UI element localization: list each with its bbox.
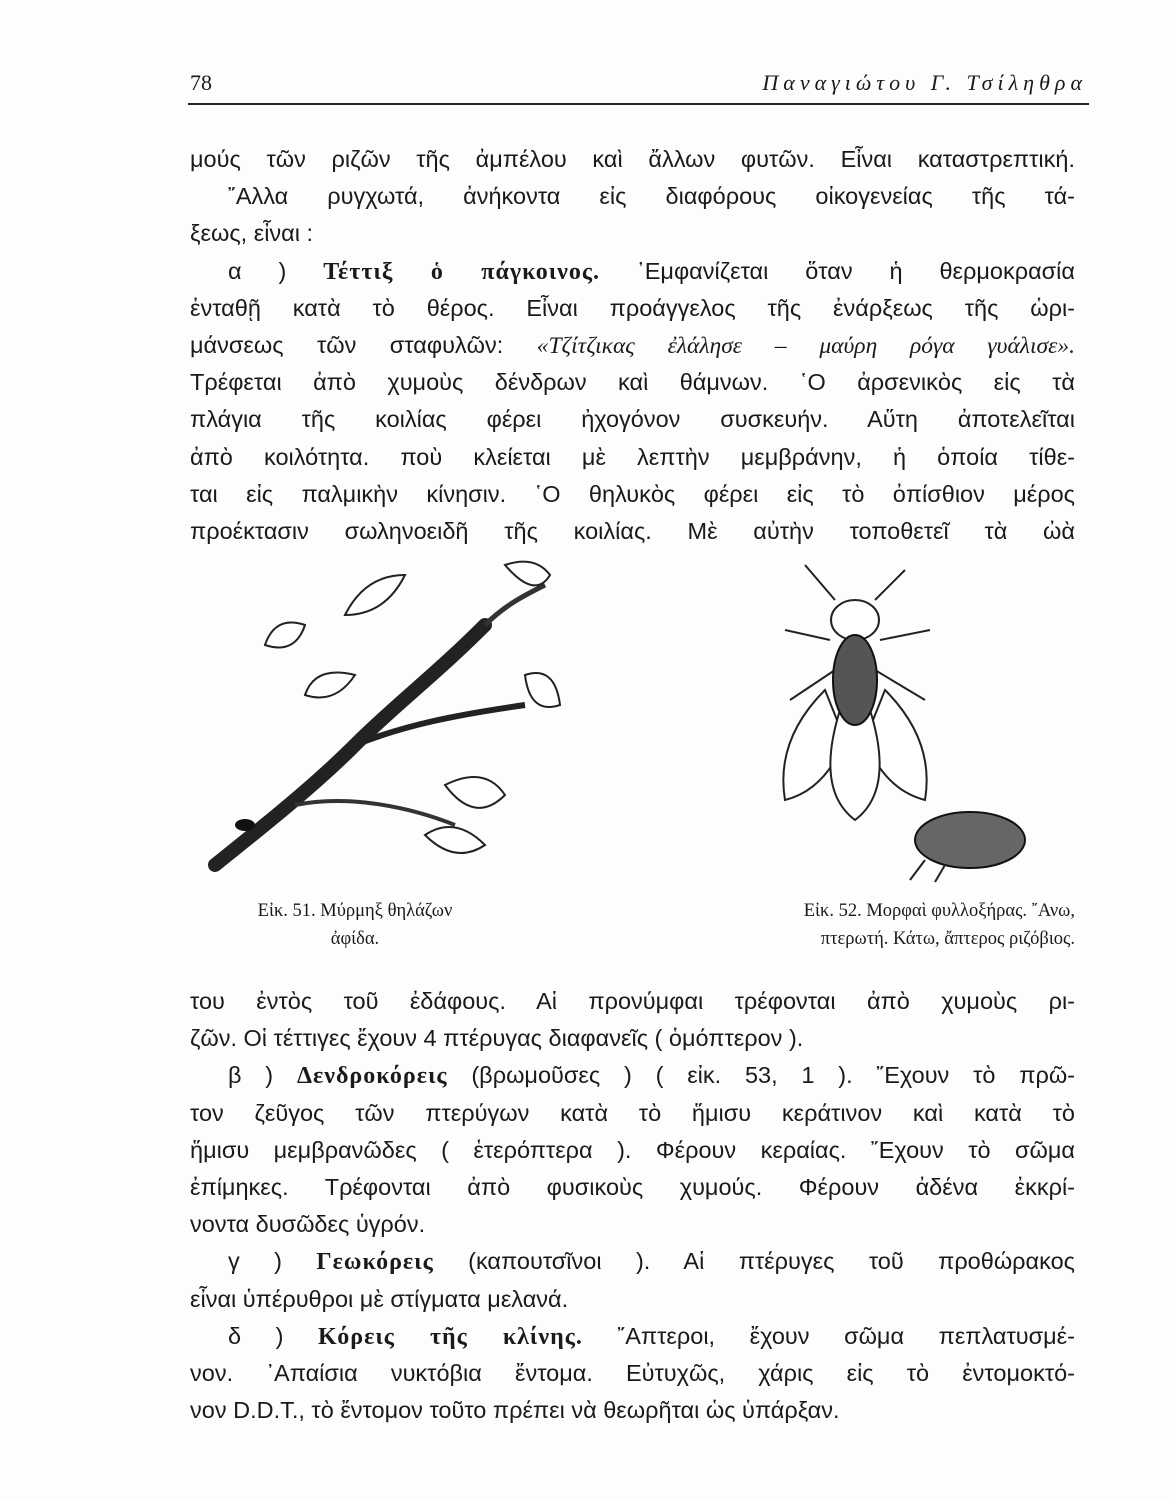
text-segment: (βρωμοῦσες ) ( εἰκ. 53, 1 ). ῎Εχουν τὸ πρῶ- [447, 1062, 1075, 1089]
running-title: Παναγιώτου Γ. Τσίληθρα [762, 70, 1087, 95]
text-segment: γ ) [228, 1248, 317, 1275]
text-segment: (καπουτσῖνοι ). Αἱ πτέρυγες τοῦ προθώρακος [433, 1248, 1075, 1275]
text-segment: ῎Αλλα ρυγχωτά, ἀνήκοντα εἰς διαφόρους οἰκογενείας τῆς τά- [228, 183, 1075, 210]
text-segment: ξεως, εἶναι : [190, 220, 314, 247]
text-line [190, 1243, 1075, 1280]
text-segment: ἥμισυ μεμβρανῶδες ( ἑτερόπτερα ). Φέρουν κεραίας. ῎Εχουν τὸ σῶμα [190, 1136, 1075, 1163]
text-line [190, 364, 1075, 401]
text-segment: ζῶν. Οἱ τέττιγες ἔχουν 4 πτέρυγας διαφανεῖς ( ὁμόπτερον ). [190, 1025, 804, 1052]
text-segment: ἀπὸ κοιλότητα. ποὺ κλείεται μὲ λεπτὴν μεμβράνην, ἡ ὁποία τίθε- [190, 443, 1075, 470]
text-segment: ἐνταθῇ κατὰ τὸ θέρος. Εἶναι προάγγελος τῆς ἐνάρξεως τῆς ὡρι- [190, 294, 1075, 321]
text-line [190, 1169, 1075, 1206]
caption-line: ἀφίδα. [330, 929, 380, 949]
text-segment: τον ζεῦγος τῶν πτερύγων κατὰ τὸ ἥμισυ κεράτινον καὶ κατὰ τὸ [190, 1099, 1075, 1126]
text-line [190, 327, 1075, 364]
figure-52-caption [655, 897, 1075, 953]
text-line [190, 401, 1075, 438]
text-line [190, 1095, 1075, 1132]
text-line [190, 141, 1075, 178]
text-line [190, 1057, 1075, 1094]
text-segment: ἐπίμηκες. Τρέφονται ἀπὸ φυσικοὺς χυμούς. Φέρουν ἀδένα ἐκκρί- [190, 1173, 1075, 1200]
text-block-bottom [190, 983, 1075, 1429]
text-segment: Τρέφεται ἀπὸ χυμοὺς δένδρων καὶ θάμνων. ῾Ο ἀρσενικὸς εἰς τὰ [190, 369, 1075, 396]
bold-heading: Τέττιξ ὁ πάγκοινος. [323, 258, 600, 285]
text-segment: πλάγια τῆς κοιλίας φέρει ἠχογόνον συσκευήν. Αὕτη ἀποτελεῖται [190, 406, 1075, 433]
bold-heading: Κόρεις τῆς κλίνης. [318, 1323, 583, 1350]
text-block-top [190, 141, 1075, 550]
italic-quote: «Τζίτζικας ἐλάλησε – μαύρη ρόγα γυάλισε». [536, 332, 1075, 359]
text-segment: νον. ᾿Απαίσια νυκτόβια ἔντομα. Εὐτυχῶς, χάρις εἰς τὸ ἐντομοκτό- [190, 1359, 1075, 1386]
text-line [190, 476, 1075, 513]
text-segment: εἶναι ὑπέρυθροι μὲ στίγματα μελανά. [190, 1285, 569, 1312]
text-line [190, 215, 1075, 252]
text-line [190, 1020, 1075, 1057]
caption-line: Εἰκ. 52. Μορφαὶ φυλλοξήρας. ῎Ανω, [803, 901, 1075, 921]
text-segment: ται εἰς παλμικὴν κίνησιν. ῾Ο θηλυκὸς φέρει εἰς τὸ ὀπίσθιον μέρος [190, 480, 1075, 507]
page-number: 78 [190, 70, 212, 95]
text-line [190, 1392, 1075, 1429]
figure-51-ant-on-branch-illustration [205, 555, 565, 885]
bold-heading: Δενδροκόρεις [296, 1063, 448, 1090]
text-line [190, 1318, 1075, 1355]
text-line [190, 983, 1075, 1020]
text-segment: μάνσεως τῶν σταφυλῶν: [190, 331, 537, 358]
text-line [190, 513, 1075, 550]
text-line [190, 290, 1075, 327]
header-rule [188, 103, 1089, 105]
text-segment: μούς τῶν ριζῶν τῆς ἀμπέλου καὶ ἄλλων φυτῶν. Εἶναι καταστρεπτική. [190, 146, 1075, 172]
text-line [190, 1132, 1075, 1169]
text-segment: β ) [228, 1062, 297, 1089]
text-segment: νοντα δυσῶδες ὑγρόν. [190, 1211, 426, 1238]
text-line [190, 1281, 1075, 1318]
text-segment: ῎Απτεροι, ἔχουν σῶμα πεπλατυσμέ- [582, 1322, 1075, 1349]
bold-heading: Γεωκόρεις [316, 1249, 434, 1276]
text-segment: ᾿Εμφανίζεται ὅταν ἡ θερμοκρασία [600, 257, 1075, 284]
text-line [190, 1206, 1075, 1243]
text-line [190, 253, 1075, 290]
caption-line: πτερωτή. Κάτω, ἄπτερος ριζόβιος. [820, 929, 1075, 949]
text-line [190, 439, 1075, 476]
text-segment: νον D.D.T., τὸ ἔντομον τοῦτο πρέπει νὰ θεωρῆται ὡς ὑπάρξαν. [190, 1397, 840, 1424]
figure-51-caption [250, 897, 460, 953]
text-segment: του ἐντὸς τοῦ ἐδάφους. Αἱ προνύμφαι τρέφονται ἀπὸ χυμοὺς ρι- [190, 988, 1075, 1014]
text-line [190, 1355, 1075, 1392]
caption-line: Εἰκ. 51. Μύρμηξ θηλάζων [257, 901, 453, 921]
text-segment: δ ) [228, 1322, 319, 1349]
text-segment: α ) [228, 257, 324, 284]
text-line [190, 178, 1075, 215]
text-segment: προέκτασιν σωληνοειδῆ τῆς κοιλίας. Μὲ αὐτὴν τοποθετεῖ τὰ ὠὰ [190, 517, 1075, 544]
figure-52-phylloxera-illustration [765, 560, 1065, 885]
